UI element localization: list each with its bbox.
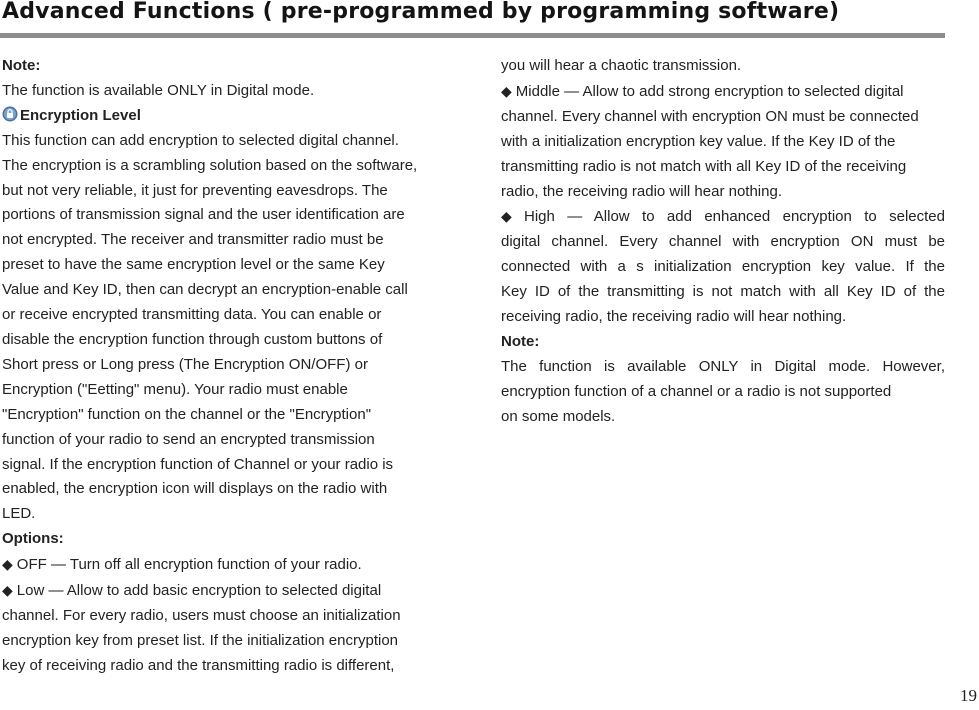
page-number: 19 [960,686,977,705]
paragraph-line: Value and Key ID, then can decrypt an encryption-enable call [2,281,408,299]
paragraph-line: enabled, the encryption icon will displays on the radio with [2,480,388,498]
option-middle-text: Middle — Allow to add strong encryption to selected digital [515,82,904,100]
option-middle-line: channel. Every channel with encryption ON must be connected [501,107,919,125]
paragraph-line: signal. If the encryption function of Channel or your radio is [2,455,394,473]
paragraph-line: but not very reliable, it just for preventing eavesdrops. The [2,181,388,199]
paragraph-line: function of your radio to send an encrypted transmission [2,430,375,448]
encryption-paragraph [2,129,449,528]
diamond-bullet-icon: ◆ [2,582,13,599]
option-high-line: Key ID of the transmitting is not match with all Key ID of the [501,283,945,301]
paragraph-line: disable the encryption function through custom buttons of [2,330,383,348]
option-low-first-line [2,578,449,604]
paragraph-line: Encryption ("Eetting" menu). Your radio must enable [2,380,348,398]
paragraph-line: "Encryption" function on the channel or the "Encryption" [2,405,372,423]
paragraph-line: or receive encrypted transmitting data. You can enable or [2,306,382,324]
note-label: Note: [501,332,540,350]
paragraph-line: The encryption is a scrambling solution based on the software, [2,156,418,174]
option-high-first-line [501,204,945,230]
diamond-bullet-icon: ◆ [2,556,13,573]
option-high-line: connected with a s initialization encryption key value. If the [501,258,945,276]
right-column [501,54,945,430]
option-low-text: Low — Allow to add basic encryption to selected digital [16,582,382,600]
encryption-heading: Encryption Level [20,106,141,124]
option-low-line: channel. For every radio, users must choose an initialization [2,606,401,624]
encryption-heading-row [2,104,449,129]
option-middle-line: transmitting radio is not match with all Key ID of the receiving [501,157,907,175]
option-middle-line: radio, the receiving radio will hear nothing. [501,182,782,200]
note-line: on some models. [501,407,616,425]
note-line: The function is available ONLY in Digital mode. However, [501,357,945,375]
option-off-text: OFF — Turn off all encryption function of your radio. [16,556,362,574]
option-low-line: key of receiving radio and the transmitting radio is different, [2,656,395,674]
left-column [2,54,449,679]
paragraph-line: Short press or Long press (The Encryption ON/OFF) or [2,355,368,373]
paragraph-line: portions of transmission signal and the user identification are [2,206,405,224]
note-label: Note: [2,57,41,74]
options-label: Options: [2,530,64,548]
paragraph-line: not encrypted. The receiver and transmitter radio must be [2,231,384,249]
option-low [2,578,449,679]
option-middle [501,79,945,205]
option-high [501,204,945,330]
shield-lock-icon [2,104,18,129]
note-line: encryption function of a channel or a radio is not supported [501,382,892,400]
diamond-bullet-icon: ◆ [501,208,520,225]
note-text: The function is available ONLY in Digital mode. [2,81,315,99]
option-middle-line: with a initialization encryption key value. If the Key ID of the [501,132,896,150]
page-title: Advanced Functions ( pre-programmed by programming software) [2,0,840,24]
paragraph-line: preset to have the same encryption level or the same Key [2,256,385,274]
option-high-line: receiving radio, the receiving radio will hear nothing. [501,308,847,326]
option-low-continued: you will hear a chaotic transmission. [501,57,742,74]
title-underline [0,33,945,38]
option-high-line: digital channel. Every channel with encryption ON must be [501,233,945,251]
option-off [2,552,449,578]
option-middle-first-line [501,79,945,105]
paragraph-line: LED. [2,505,36,523]
option-high-text: High — Allow to add enhanced encryption to selected [524,208,945,226]
paragraph-line: This function can add encryption to selected digital channel. [2,131,399,149]
option-low-line: encryption key from preset list. If the initialization encryption [2,631,399,649]
diamond-bullet-icon: ◆ [501,82,512,99]
